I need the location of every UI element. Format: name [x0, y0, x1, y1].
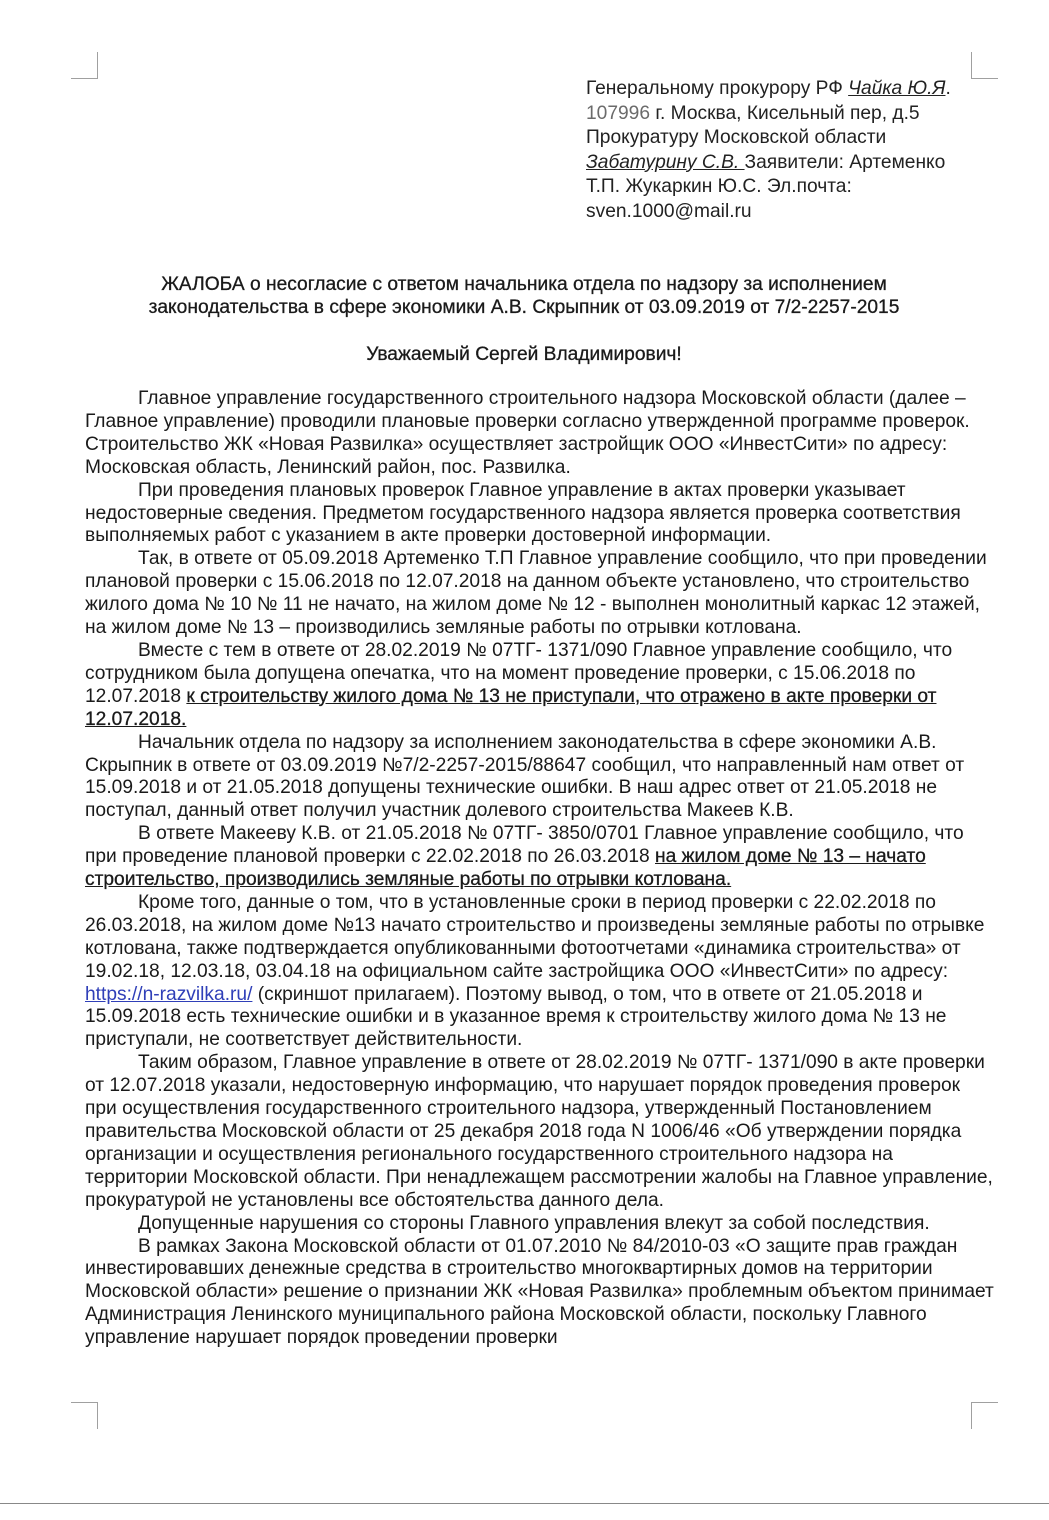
page-corner-mark-bottom-right	[971, 1402, 998, 1429]
developer-website-link[interactable]: https://n-razvilka.ru/	[85, 983, 253, 1005]
addressee-line-3: Прокуратуру Московской области	[586, 127, 887, 148]
page-corner-mark-bottom-left	[71, 1402, 98, 1429]
addressee-name-chaika: Чайка Ю.Я	[848, 78, 946, 99]
addressee-line-1: Генеральному прокурору РФ Чайка Ю.Я.	[586, 78, 951, 99]
postal-code: 107996	[586, 102, 651, 124]
document-title: ЖАЛОБА о несогласие с ответом начальника отдела по надзору за исполнением законодательства в сфере экономики А.В. Скрыпник от 03.09.2019 от 7/2-2257-2015	[148, 274, 900, 318]
page-corner-mark-top-right	[971, 52, 998, 79]
paragraph-9: Допущенные нарушения со стороны Главного управления влекут за собой последствия.	[138, 1212, 930, 1234]
paragraph-10: В рамках Закона Московской области от 01.07.2010 № 84/2010-03 «О защите прав граждан инвестировавших денежные средства в строительство многоквартирных домов на территории Московской области» решение о признании ЖК «Новая Развилка» проблемным объектом принимает Администрация Ленинского муниципального района Московской области, поскольку Главного управление нарушает порядок проведении проверки	[85, 1235, 994, 1349]
addressee-line-4: Забатурину С.В. Заявители: Артеменко	[586, 151, 946, 173]
underlined-emphasis: к строительству жилого дома № 13 не приступали, что отражено в акте проверки от 12.07.2018.	[85, 685, 937, 730]
page-bottom-border	[0, 1503, 1049, 1504]
salutation: Уважаемый Сергей Владимирович!	[366, 344, 682, 365]
page-corner-mark-top-left	[71, 52, 98, 79]
addressee-name-zabaturin: Забатурину С.В.	[586, 151, 745, 173]
addressee-block	[586, 77, 986, 224]
paragraph-7: Кроме того, данные о том, что в установленные сроки в период проверки с 22.02.2018 по 26.03.2018, на жилом доме №13 начато строительство и произведены земляные работы по отрывке котлована, также подтверждается опубликованными фотоотчетами «динамика строительства» от 19.02.18, 12.03.18, 03.04.18 на официальном сайте застройщика ООО «ИнвестСити» по адресу: https://n-razvilka.ru/ (скриншот прилагаем). Поэтому вывод, о том, что в ответе от 21.05.2018 и 15.09.2018 есть технические ошибки и в указанное время к строительству жилого дома № 13 не приступали, не соответствует действительности.	[85, 891, 985, 1051]
paragraph-4: Вместе с тем в ответе от 28.02.2019 № 07ТГ- 1371/090 Главное управление сообщило, что сотрудником была допущена опечатка, что на момент проведение проверки, с 15.06.2018 по 12.07.2018 к строительству жилого дома № 13 не приступали, что отражено в акте проверки от 12.07.2018.	[85, 639, 953, 730]
document-body	[85, 388, 995, 1350]
applicant-email: sven.1000@mail.ru	[586, 200, 752, 222]
paragraph-3: Так, в ответе от 05.09.2018 Артеменко Т.П Главное управление сообщило, что при проведении плановой проверки с 15.06.2018 по 12.07.2018 на данном объекте установлено, что строительство жилого дома № 10 № 11 не начато, на жилом доме № 12 - выполнен монолитный каркас 12 этажей, на жилом доме № 13 – производились земляные работы по отрывки котлована.	[85, 548, 987, 639]
paragraph-2: При проведения плановых проверок Главное управление в актах проверки указывает недостоверные сведения. Предметом государственного надзора является проверка соответствия выполняемых работ с указанием в акте проверки достоверной информации.	[85, 479, 961, 547]
paragraph-1: Главное управление государственного строительного надзора Московской области (далее – Главное управление) проводили плановые проверки согласно утвержденной программе проверок. Строительство ЖК «Новая Развилка» осуществляет застройщик ООО «ИнвестСити» по адресу: Московская область, Ленинский район, пос. Развилка.	[85, 388, 970, 478]
paragraph-6: В ответе Макееву К.В. от 21.05.2018 № 07ТГ- 3850/0701 Главное управление сообщило, что при проведение плановой проверки с 22.02.2018 по 26.03.2018 на жилом доме № 13 – начато строительство, производились земляные работы по отрывки котлована.	[85, 823, 964, 891]
addressee-line-2: 107996 г. Москва, Кисельный пер, д.5	[586, 102, 920, 124]
paragraph-8: Таким образом, Главное управление в ответе от 28.02.2019 № 07ТГ- 1371/090 в акте проверки от 12.07.2018 указали, недостоверную информацию, что нарушает порядок проведения проверок при осуществления государственного строительного надзора, утвержденный Постановлением правительства Московской области от 25 декабря 2018 года N 1006/46 «Об утверждении порядка организации и осуществления регионального государственного строительного надзора на территории Московской области. При ненадлежащем рассмотрении жалобы на Главное управление, прокуратурой не установлены все обстоятельства данного дела.	[85, 1052, 993, 1211]
addressee-line-5: Т.П. Жукаркин Ю.С. Эл.почта:	[586, 176, 852, 197]
underlined-emphasis: на жилом доме № 13 – начато строительство, производились земляные работы по отрывки котлована.	[85, 846, 926, 891]
paragraph-5: Начальник отдела по надзору за исполнением законодательства в сфере экономики А.В. Скрыпник в ответе от 03.09.2019 №7/2-2257-2015/88647 сообщил, что направленный нам ответ от 15.09.2018 и от 21.05.2018 допущены технические ошибки. В наш адрес ответ от 21.05.2018 не поступал, данный ответ получил участник долевого строительства Макеев К.В.	[85, 731, 965, 822]
